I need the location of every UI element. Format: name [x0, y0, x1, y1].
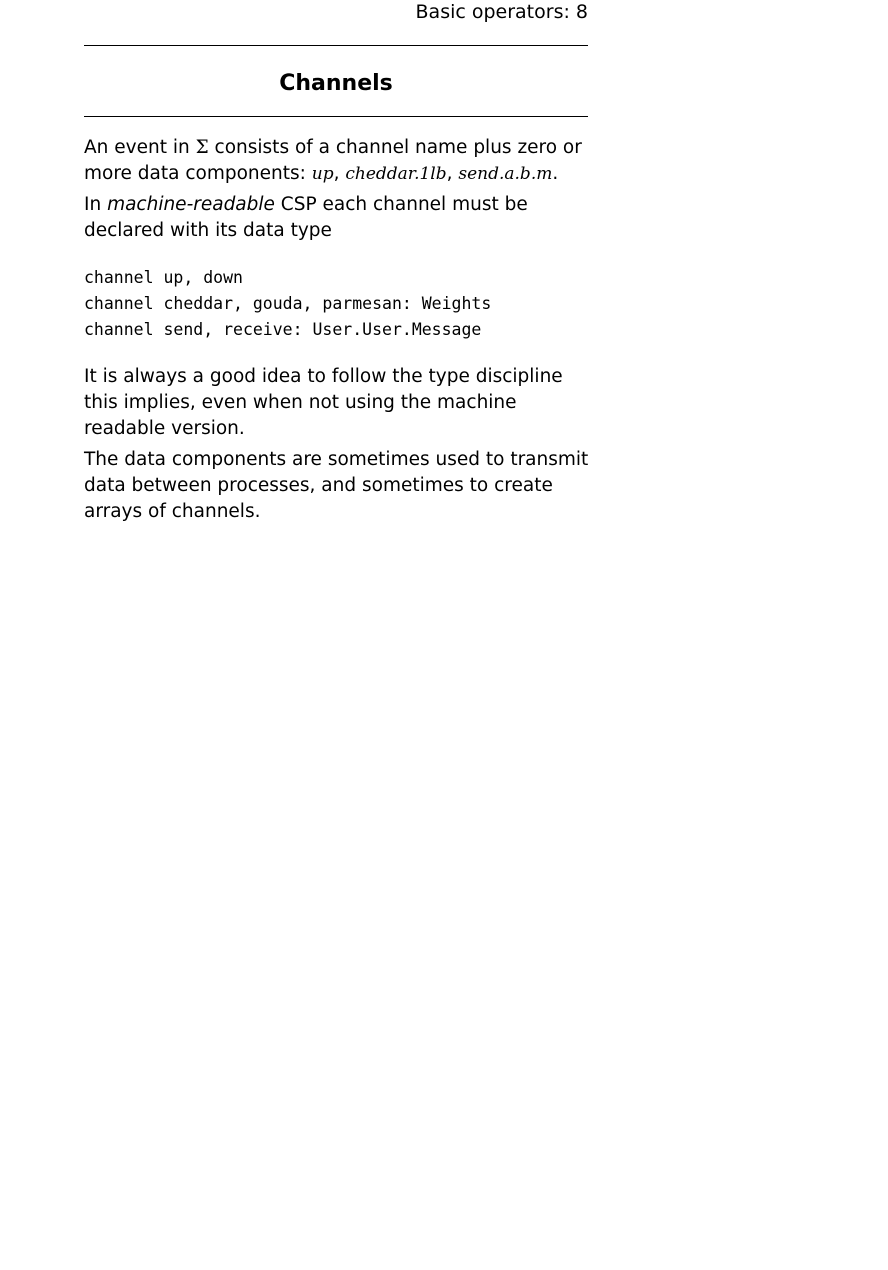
paragraph-event-definition — [84, 135, 594, 187]
text-segment: An event in — [84, 137, 196, 158]
top-rule — [84, 45, 588, 46]
code-block — [84, 265, 594, 343]
text-segment: CSP each channel must be declared with its data type — [84, 194, 528, 241]
paragraph-type-discipline: It is always a good idea to follow the type discipline this implies, even when not using the machine readable version. — [84, 366, 563, 439]
text-segment: In — [84, 194, 108, 215]
paragraph-machine-readable — [84, 192, 594, 244]
paragraph-data-components: The data components are sometimes used to transmit data between processes, and sometimes to create arrays of channels. — [84, 449, 589, 522]
code-line: channel cheddar, gouda, parmesan: Weights — [84, 294, 492, 313]
slide-title: Channels — [279, 71, 393, 96]
code-line: channel send, receive: User.User.Message — [84, 320, 482, 339]
code-line: channel up, down — [84, 268, 243, 287]
sentence-end: . — [552, 163, 559, 184]
emphasis-machine-readable: machine-readable — [107, 194, 275, 215]
math-example-cheddar: cheddar.1lb — [345, 164, 447, 184]
bottom-rule — [84, 116, 588, 117]
separator: , — [333, 163, 346, 184]
text-segment: consists of a channel name plus zero or more data components: — [84, 137, 582, 184]
math-example-send: send.a.b.m — [458, 164, 553, 184]
running-header: Basic operators: 8 — [415, 1, 588, 23]
sigma-symbol: Σ — [195, 137, 209, 158]
math-example-up: up — [311, 164, 334, 184]
separator: , — [446, 163, 459, 184]
slide-body — [84, 135, 594, 530]
